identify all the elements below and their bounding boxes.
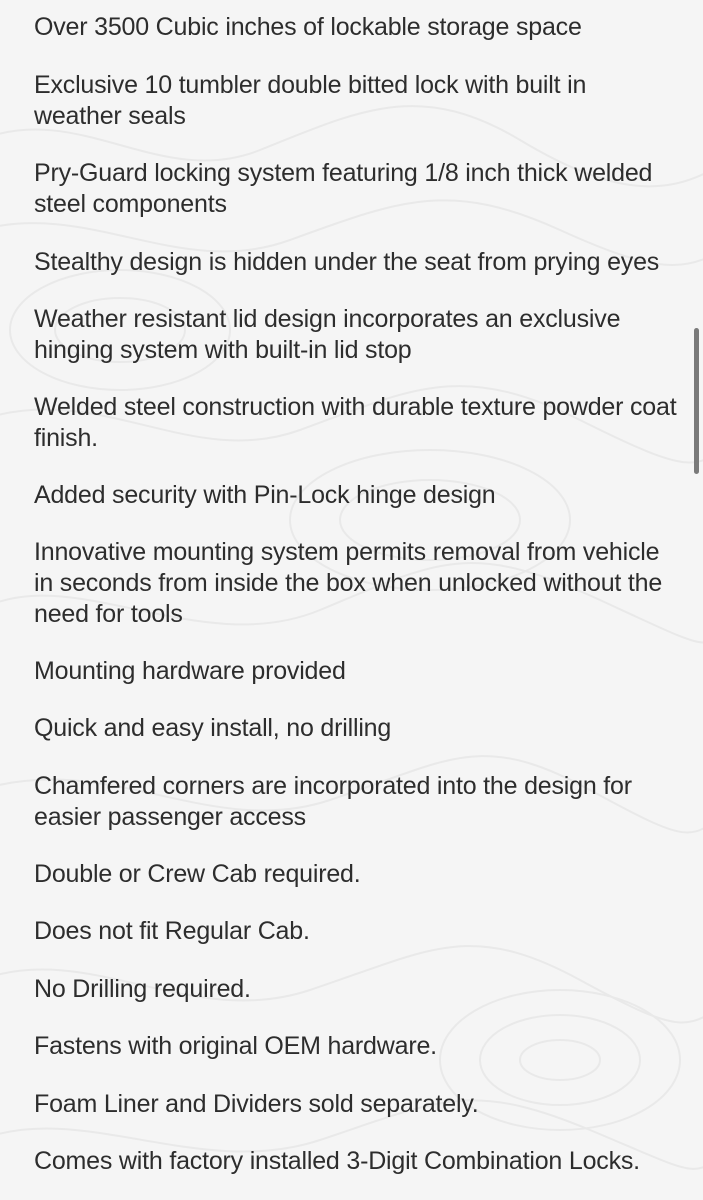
feature-item: Double or Crew Cab required. — [34, 860, 361, 888]
feature-item: No Drilling required. — [34, 975, 251, 1003]
feature-item: Innovative mounting system permits removal from vehicle in seconds from inside the box when unlocked without the need for tools — [34, 538, 663, 628]
feature-item: Comes with factory installed 3-Digit Combination Locks. — [34, 1147, 640, 1175]
feature-item: Foam Liner and Dividers sold separately. — [34, 1090, 479, 1118]
feature-item: Pry-Guard locking system featuring 1/8 inch thick welded steel components — [34, 159, 653, 218]
feature-item: Added security with Pin-Lock hinge design — [34, 481, 496, 509]
feature-item: Stealthy design is hidden under the seat from prying eyes — [34, 248, 660, 276]
vertical-scrollbar[interactable] — [694, 328, 699, 474]
feature-item: Quick and easy install, no drilling — [34, 714, 392, 742]
feature-item: Welded steel construction with durable texture powder coat finish. — [34, 393, 677, 452]
feature-item: Exclusive 10 tumbler double bitted lock with built in weather seals — [34, 71, 587, 130]
feature-item: Does not fit Regular Cab. — [34, 917, 310, 945]
feature-item: Over 3500 Cubic inches of lockable storage space — [34, 13, 582, 41]
feature-item: Mounting hardware provided — [34, 657, 346, 685]
feature-item: Weather resistant lid design incorporates an exclusive hinging system with built-in lid stop — [34, 305, 621, 364]
feature-item: Chamfered corners are incorporated into the design for easier passenger access — [34, 772, 632, 831]
feature-item: Fastens with original OEM hardware. — [34, 1032, 437, 1060]
